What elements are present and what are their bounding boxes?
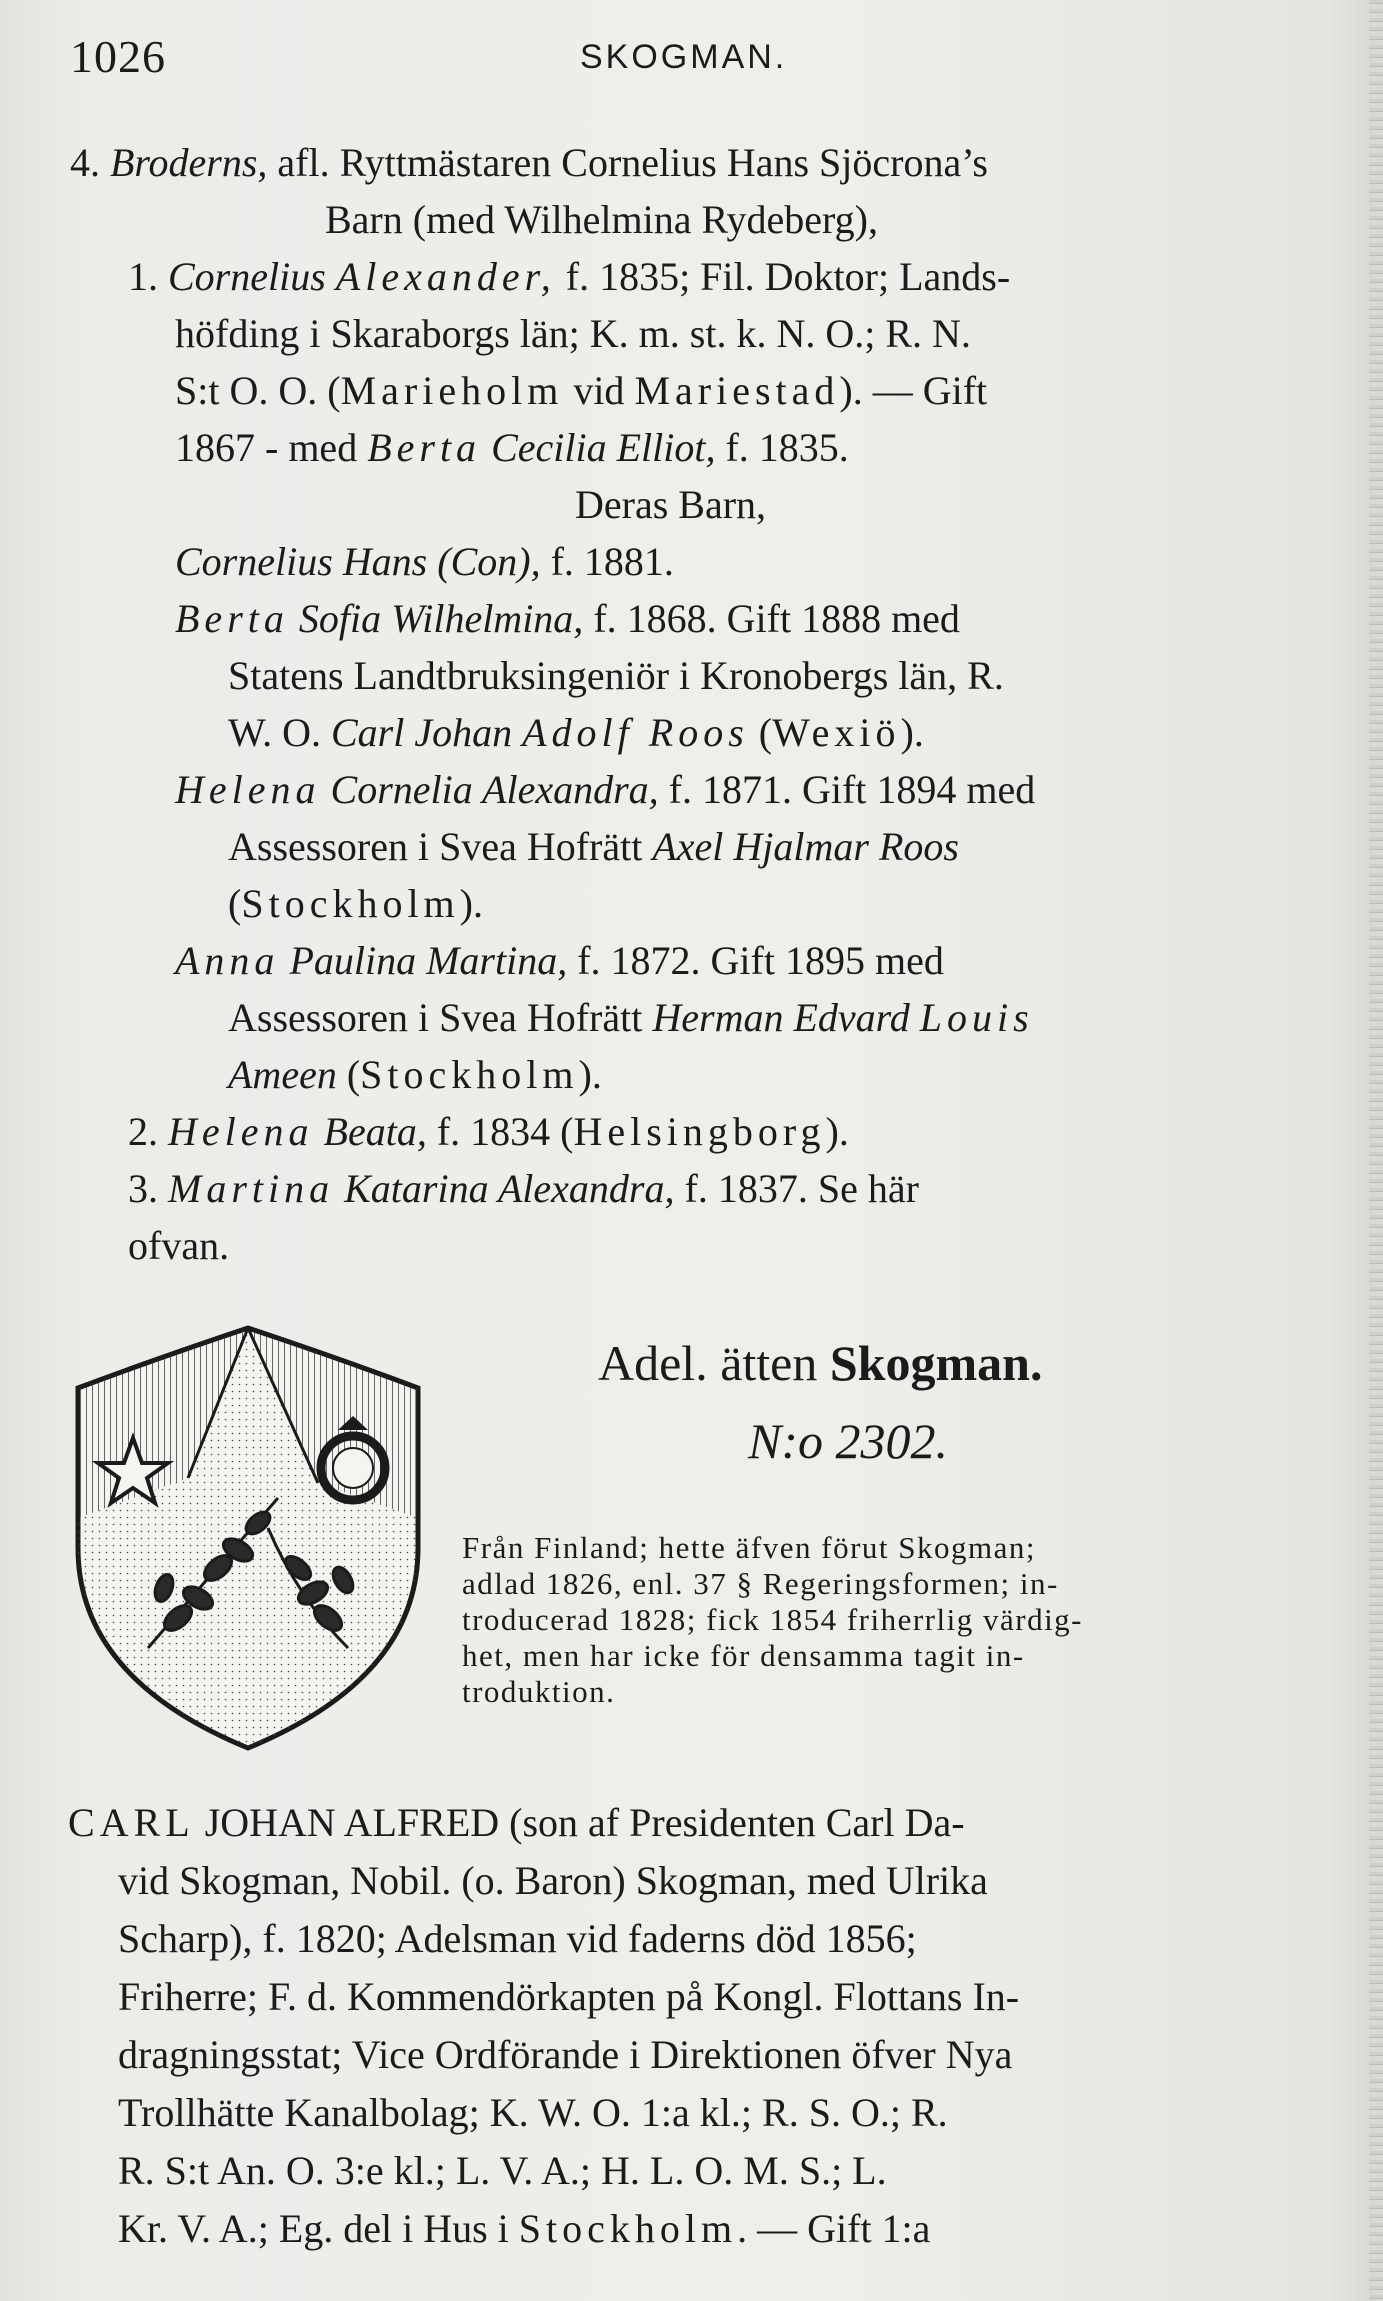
text-run: Assessoren i Svea Hofrätt [228,995,653,1040]
text-run: Adolf Roos [522,710,749,755]
text-run: ). [900,710,924,755]
text-run: Berta [367,425,482,470]
text-line [228,1052,602,1098]
text-run: S:t O. O. ( [175,368,341,413]
text-run: Scharp), f. 1820; Adelsman vid faderns död 1856; [118,1916,917,1961]
text-run: Louis [919,995,1034,1040]
text-run: Wexiö [772,710,901,755]
text-run: Beata, [323,1109,427,1154]
text-run: ). [825,1109,849,1154]
text-run: JOHAN ALFRED (son af Presidenten Carl Da- [194,1800,965,1845]
text-line [175,767,1035,813]
text-run: Cornelius Hans (Con), [175,539,541,584]
text-run: f. 1837. Se här [674,1166,919,1211]
family-title [598,1335,1043,1391]
text-line [228,824,959,870]
family-title-prefix: Adel. ätten [598,1335,830,1391]
text-run [334,1166,344,1211]
text-line [228,881,483,927]
text-run: afl. Ryttmästaren Cornelius Hans Sjöcrona’s [267,140,988,185]
page-edge [1369,0,1383,2301]
text-run: Martina [168,1166,335,1211]
text-run: f. 1835; Fil. Doktor; Lands- [555,254,1011,299]
text-run: dragningsstat; Vice Ordförande i Direktionen öfver Nya [118,2032,1013,2077]
text-run: 2. [128,1109,168,1154]
text-run: ofvan. [128,1223,230,1268]
text-run: ( [748,710,773,755]
text-run: vid [563,368,635,413]
text-line [228,653,1004,699]
text-run: 4. [70,140,110,185]
text-line [228,995,1034,1041]
text-run: Cornelia Alexandra, [330,767,659,812]
text-line [118,1858,988,1904]
text-line [118,1916,917,1962]
text-line [175,938,944,984]
text-line [175,368,987,414]
text-run: Carl Johan [330,710,523,755]
text-line [118,2206,930,2252]
text-run: Assessoren i Svea Hofrätt [228,824,653,869]
text-run: Axel Hjalmar Roos [652,824,959,869]
text-run: f. 1868. Gift 1888 med [583,596,960,641]
description-line: troducerad 1828; fick 1854 friherrlig värdig- [462,1602,1084,1637]
running-head: SKOGMAN. [580,38,788,76]
text-run: R. S:t An. O. 3:e kl.; L. V. A.; H. L. O. M. S.; L. [118,2148,887,2193]
text-run: Ameen [228,1052,337,1097]
text-line [118,1974,1019,2020]
text-line [118,2148,887,2194]
description-line: Från Finland; hette äfven förut Skogman; [462,1530,1036,1565]
text-run: Katarina Alexandra, [344,1166,675,1211]
text-run: f. 1881. [540,539,674,584]
text-run: Friherre; F. d. Kommendörkapten på Kongl. Flottans In- [118,1974,1020,2019]
description-line: het, men har icke för densamma tagit in- [462,1638,1025,1673]
text-run: Marieholm [340,368,564,413]
description-line: troduktion. [462,1674,616,1709]
text-run: Alexander, [335,254,556,299]
text-run: 3. [128,1166,168,1211]
text-run: f. 1835. [715,425,849,470]
text-line [68,1800,965,1846]
text-run: Stockholm [518,2206,738,2251]
text-run [289,596,299,641]
text-run: Stockholm [241,881,460,926]
text-line [128,254,1010,300]
text-run: CARL [68,1800,195,1845]
text-run: Barn (med Wilhelmina Rydeberg), [325,197,878,242]
text-run: Helsingborg [573,1109,826,1154]
text-run: Statens Landtbruksingeniör i Kronobergs län, R. [228,653,1004,698]
text-line [175,425,849,471]
text-run [279,938,289,983]
text-run: Paulina Martina, [289,938,568,983]
text-run: vid Skogman, Nobil. (o. Baron) Skogman, med Ulrika [118,1858,988,1903]
text-run: ( [228,881,242,926]
text-line [118,2090,948,2136]
text-line [70,140,988,186]
text-line [325,197,878,243]
text-line [175,539,674,585]
coat-of-arms-icon [68,1318,434,1758]
text-run: ). [578,1052,602,1097]
text-line [175,311,971,357]
text-line [228,710,924,756]
text-run: Cornelius [168,254,336,299]
page-number: 1026 [70,31,166,82]
text-line [128,1223,229,1269]
description-line: adlad 1826, enl. 37 § Regeringsformen; in- [462,1566,1059,1601]
text-run: Helena [175,767,321,812]
page-header [70,30,1300,90]
text-run: Broderns, [110,140,268,185]
text-run: 1. [128,254,168,299]
text-line [575,482,766,528]
text-run: Helena [168,1109,314,1154]
text-run: Anna [175,938,280,983]
text-run: Trollhätte Kanalbolag; K. W. O. 1:a kl.; R. S. O.; R. [118,2090,948,2135]
text-line [175,596,960,642]
text-run: ). [459,881,483,926]
text-run: ). — Gift [839,368,988,413]
family-number: N:o 2302. [748,1413,948,1469]
text-run: f. 1834 ( [426,1109,574,1154]
text-run: W. O. [228,710,331,755]
text-run: Herman Edvard [652,995,920,1040]
text-run: Berta [175,596,289,641]
text-run: höfding i Skaraborgs län; K. m. st. k. N. O.; R. N. [175,311,971,356]
text-run: f. 1871. Gift 1894 med [658,767,1036,812]
text-run: ( [336,1052,361,1097]
text-line [118,2032,1012,2078]
text-run: Stockholm [360,1052,579,1097]
text-run: Cecilia Elliot, [491,425,716,470]
family-name: Skogman. [829,1335,1043,1391]
text-run [314,1109,324,1154]
text-run: 1867 - med [175,425,368,470]
text-run: Sofia Wilhelmina, [298,596,584,641]
text-run: Deras Barn, [575,482,767,527]
text-line [128,1109,849,1155]
text-run: Mariestad [634,368,840,413]
text-run: f. 1872. Gift 1895 med [567,938,944,983]
text-run [321,767,331,812]
text-run: Kr. V. A.; Eg. del i Hus i [118,2206,519,2251]
text-line [128,1166,919,1212]
text-run [481,425,491,470]
text-run: . — Gift 1:a [737,2206,931,2251]
